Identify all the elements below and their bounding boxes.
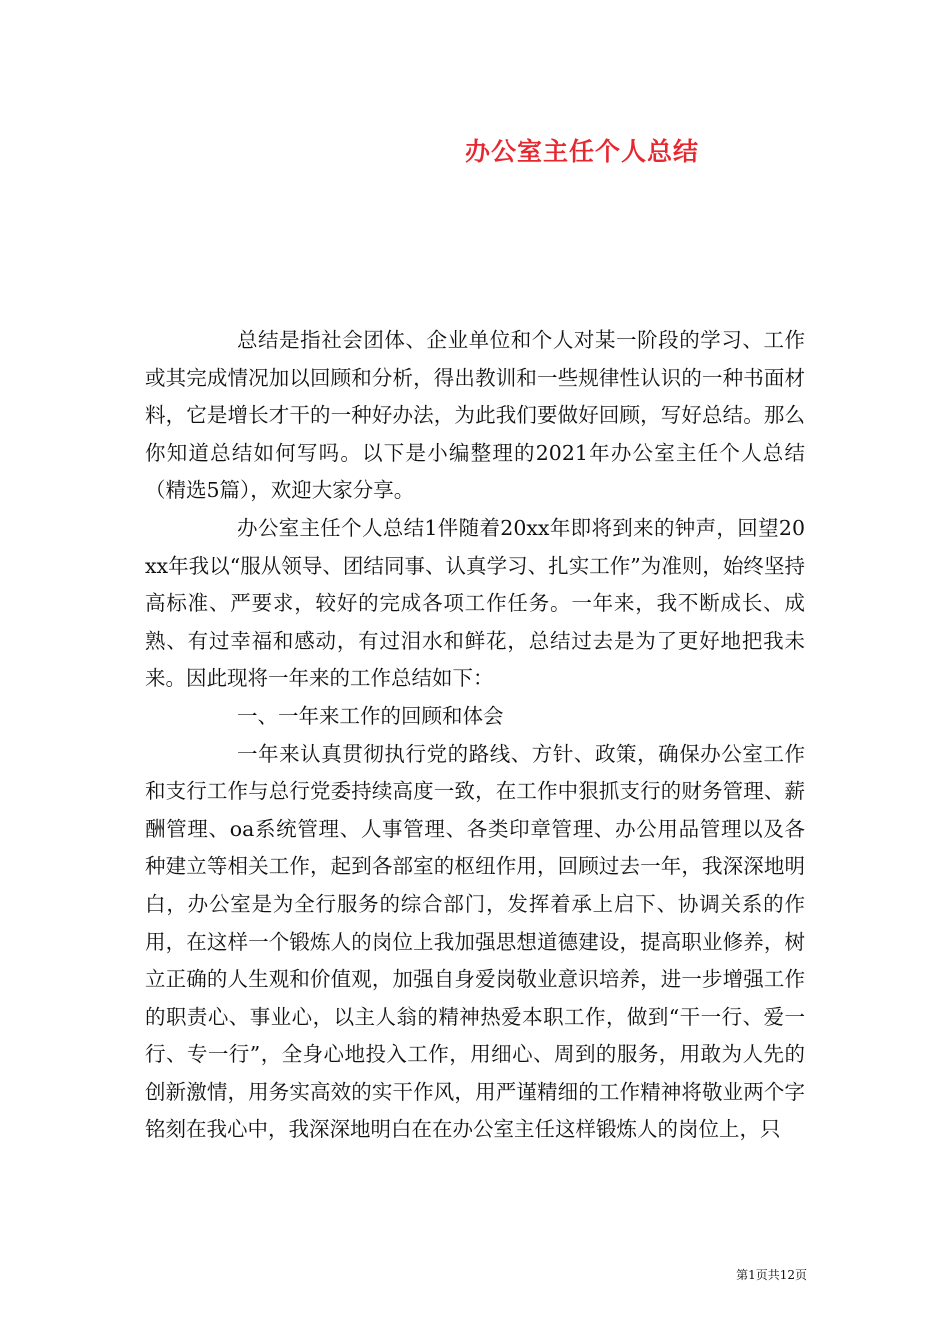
paragraph-review: 一年来认真贯彻执行党的路线、方针、政策，确保办公室工作和支行工作与总行党委持续高度一致，在工作中狠抓支行的财务管理、薪酬管理、oa系统管理、人事管理、各类印章管理、办公用品管理以及各种建立等相关工作，起到各部室的枢纽作用，回顾过去一年，我深深地明白，办公室是为全行服务的综合部门，发挥着承上启下、协调关系的作用，在这样一个锻炼人的岗位上我加强思想道德建设，提高职业修养，树立正确的人生观和价值观，加强自身爱岗敬业意识培养，进一步增强工作的职责心、事业心，以主人翁的精神热爱本职工作，做到“干一行、爱一行、专一行”，全身心地投入工作，用细心、周到的服务，用敢为人先的创新激情，用务实高效的实干作风，用严谨精细的工作精神将敬业两个字铭刻在我心中，我深深地明白在在办公室主任这样锻炼人的岗位上，只 bbox=[145, 741, 805, 1142]
paragraph-summary-1: 办公室主任个人总结1伴随着20xx年即将到来的钟声，回望20xx年我以“服从领导、团结同事、认真学习、扎实工作”为准则，始终坚持高标准、严要求，较好的完成各项工作任务。一年来，我不断成长、成熟、有过幸福和感动，有过泪水和鲜花，总结过去是为了更好地把我未来。因此现将一年来的工作总结如下： bbox=[145, 515, 805, 691]
document-body bbox=[145, 322, 805, 1149]
paragraph-intro: 总结是指社会团体、企业单位和个人对某一阶段的学习、工作或其完成情况加以回顾和分析，得出教训和一些规律性认识的一种书面材料，它是增长才干的一种好办法，为此我们要做好回顾，写好总结。那么你知道总结如何写吗。以下是小编整理的2021年办公室主任个人总结（精选5篇），欢迎大家分享。 bbox=[145, 328, 805, 503]
section-heading: 一、一年来工作的回顾和体会 bbox=[237, 703, 504, 728]
document-title: 办公室主任个人总结 bbox=[464, 137, 699, 166]
page-footer: 第1页共12页 bbox=[736, 1268, 807, 1282]
